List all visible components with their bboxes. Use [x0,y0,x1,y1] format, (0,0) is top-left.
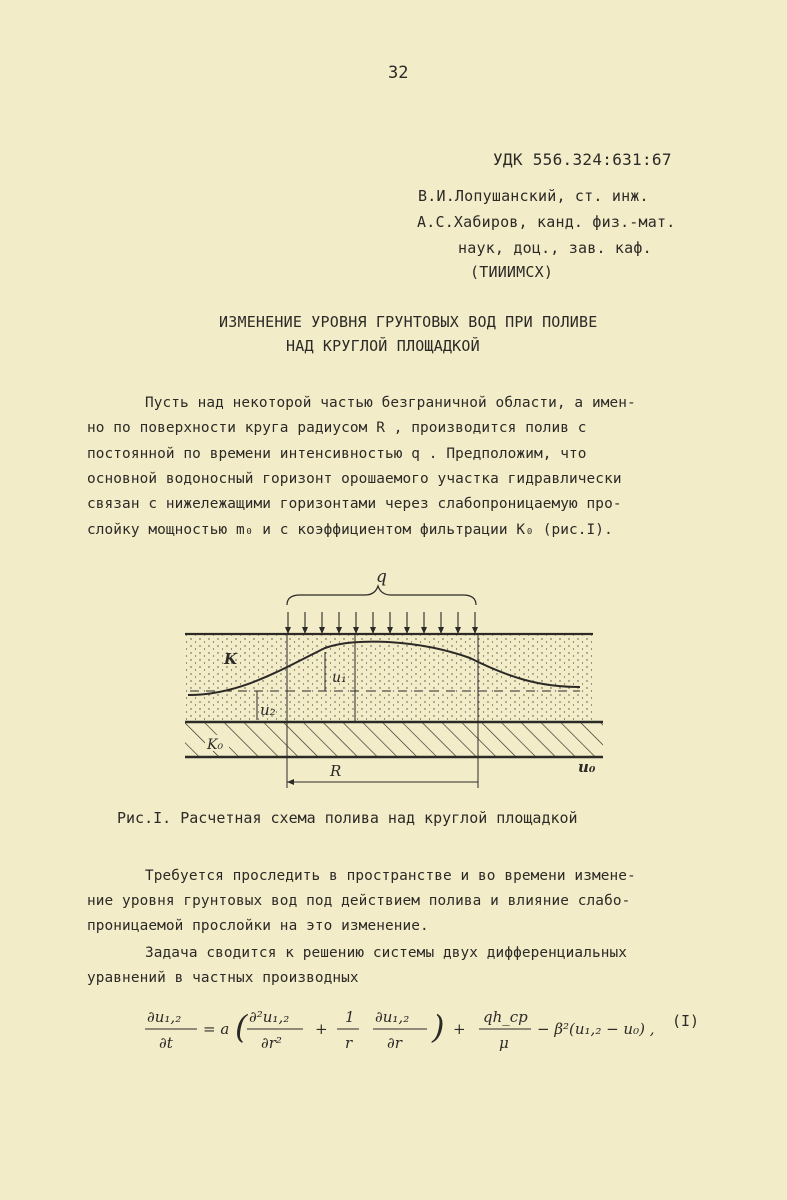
eq-term2-denominator: r [345,1034,353,1052]
eq-term4-denominator: μ [499,1034,509,1052]
irrigation-scheme-diagram [180,560,610,795]
eq-term4-numerator: qh_cp [483,1008,528,1026]
eq-plus-2: + [453,1020,466,1038]
paragraph-1-line: слойку мощностью m₀ и с коэффициентом фильтрации K₀ (рис.I). [87,522,613,538]
page-number: 32 [388,63,409,83]
label-k0: K₀ [207,737,224,753]
eq-term3-denominator: ∂r [387,1034,402,1052]
label-u1: u₁ [332,670,347,686]
brace [287,586,476,605]
svg-text:(: ( [235,1008,248,1046]
eq-equals-a: = a [203,1020,230,1038]
eq-term2-numerator: 1 [345,1008,355,1026]
label-u0: u₀ [578,758,596,776]
paragraph-1-line: связан с нижележащими горизонтами через слабопроницаемую про- [87,496,622,512]
eq-lhs-numerator: ∂u₁,₂ [147,1008,182,1026]
paragraph-1-line: но по поверхности круга радиусом R , производится полив с [87,420,587,436]
equation-1 [145,1004,675,1060]
author-affiliation: (ТИИИМСХ) [470,263,554,281]
paragraph-2-line: Требуется проследить в пространстве и во времени измене- [145,868,636,884]
paper-title-line-1: ИЗМЕНЕНИЕ УРОВНЯ ГРУНТОВЫХ ВОД ПРИ ПОЛИВЕ [219,313,598,331]
author-line-1: В.И.Лопушанский, ст. инж. [418,187,649,205]
confining-layer [185,722,603,757]
equation-number: (I) [672,1012,700,1030]
paragraph-3-line: уравнений в частных производных [87,970,359,986]
paragraph-3-line: Задача сводится к решению системы двух дифференциальных [145,945,628,961]
eq-term3-numerator: ∂u₁,₂ [375,1008,410,1026]
radius-arrow-left [287,779,294,785]
eq-tail: − β²(u₁,₂ − u₀) , [537,1020,655,1038]
paper-title-line-2: НАД КРУГЛОЙ ПЛОЩАДКОЙ [286,337,480,355]
eq-lhs-denominator: ∂t [159,1034,173,1052]
label-k: K [224,650,238,668]
aquifer-layer [185,634,593,722]
paragraph-2-line: проницаемой прослойки на это изменение. [87,918,429,934]
udk-code: УДК 556.324:631:67 [493,150,672,169]
eq-term1-numerator: ∂²u₁,₂ [249,1008,290,1026]
label-u2: u₂ [260,701,276,719]
paragraph-1-line: постоянной по времени интенсивностью q . Предположим, что [87,446,587,462]
author-line-3: наук, доц., зав. каф. [458,239,652,257]
paragraph-1-line: Пусть над некоторой частью безграничной области, а имен- [145,395,636,411]
label-r: R [330,762,342,780]
author-line-2: А.С.Хабиров, канд. физ.-мат. [417,213,676,231]
eq-term1-denominator: ∂r² [261,1034,282,1052]
eq-plus-1: + [315,1020,328,1038]
rain-arrows [288,612,475,633]
svg-text:): ) [432,1008,445,1046]
figure-caption: Рис.I. Расчетная схема полива над круглой площадкой [117,809,578,827]
paragraph-2-line: ние уровня грунтовых вод под действием полива и влияние слабо- [87,893,631,909]
label-q: q [376,567,387,587]
paragraph-1-line: основной водоносный горизонт орошаемого участка гидравлически [87,471,622,487]
